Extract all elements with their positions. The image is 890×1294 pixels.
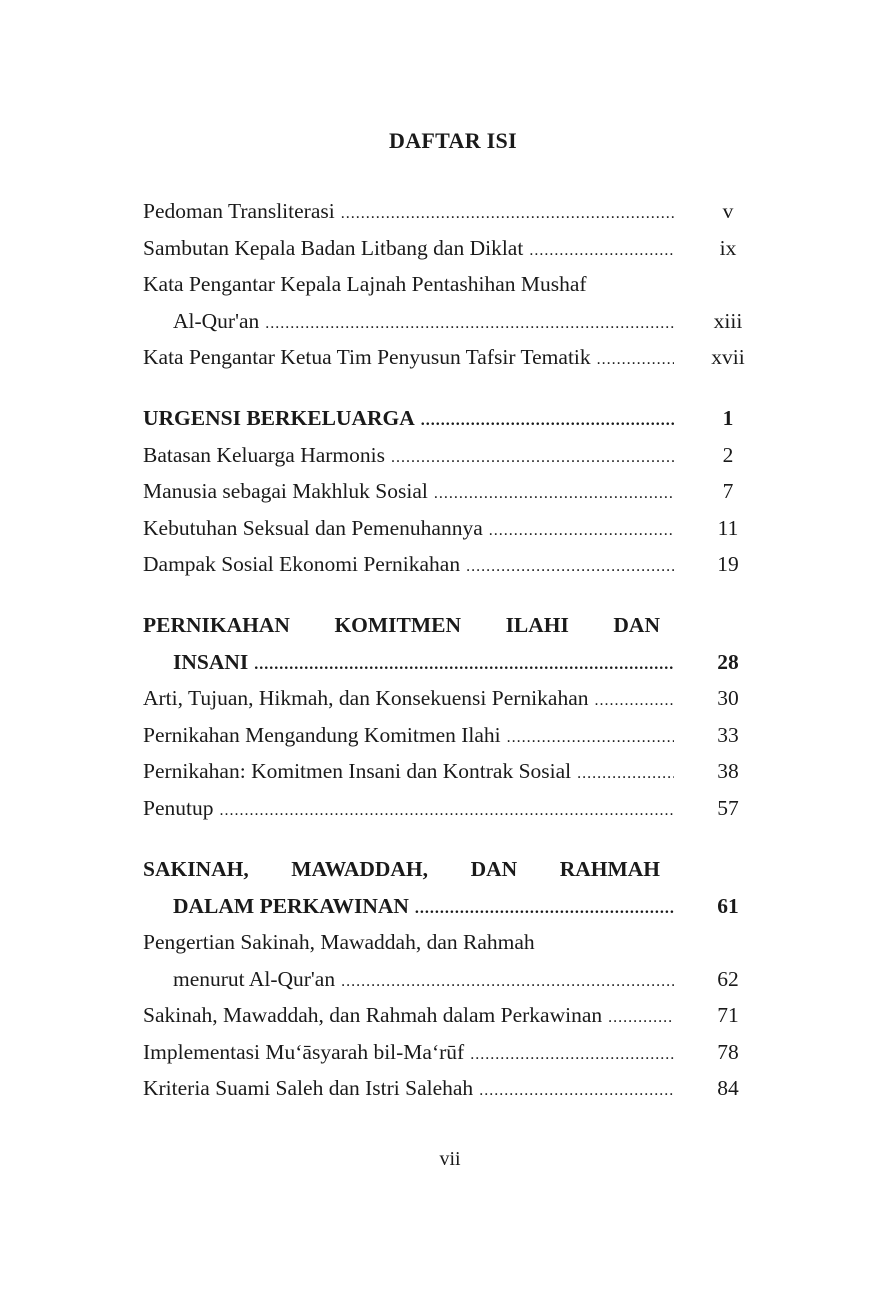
toc-entry-text: Pernikahan Mengandung Komitmen Ilahi [143,723,501,747]
chapter-heading-line2[interactable] [173,894,674,924]
dot-leader [507,729,674,747]
toc-entry-line2[interactable] [173,967,674,997]
toc-page-number: 78 [717,1040,739,1064]
page-title: DAFTAR ISI [389,128,517,153]
chapter-heading-line1[interactable] [143,857,660,887]
toc-entry[interactable] [143,552,674,582]
toc-entry-text: Pernikahan: Komitmen Insani dan Kontrak Sosial [143,759,572,783]
toc-page-number: 7 [722,479,734,503]
dot-leader [529,242,674,260]
toc-page-number: 62 [717,967,739,991]
chapter-title-word: MAWADDAH, [291,857,429,881]
toc-entry-text: menurut Al-Qur'an [173,967,336,991]
toc-entry[interactable] [143,686,674,716]
chapter-title-word: SAKINAH, [143,857,249,881]
dot-leader [265,315,674,333]
toc-page-number: 11 [717,516,739,540]
dot-leader [608,1009,674,1027]
dot-leader [219,802,674,820]
chapter-title-word: DAN [470,857,518,881]
dot-leader [341,973,674,991]
toc-entry[interactable] [143,443,674,473]
toc-entry-text: Arti, Tujuan, Hikmah, dan Konsekuensi Pernikahan [143,686,589,710]
toc-entry-text: Kriteria Suami Saleh dan Istri Salehah [143,1076,474,1100]
toc-entry[interactable] [143,723,674,753]
toc-entry-text: Implementasi Muʻāsyarah bil-Maʻrūf [143,1040,465,1064]
toc-entry-text: Kata Pengantar Kepala Lajnah Pentashihan Mushaf [143,272,587,296]
chapter-title-word: KOMITMEN [334,613,462,637]
dot-leader [434,485,674,503]
toc-page-number: 30 [717,686,739,710]
toc-entry-text: Dampak Sosial Ekonomi Pernikahan [143,552,461,576]
dot-leader [341,205,674,223]
toc-entry[interactable] [143,345,674,375]
toc-page-number: xvii [711,345,745,369]
toc-entry[interactable] [143,1040,674,1070]
toc-page-number: xiii [713,309,743,333]
toc-page-number: 19 [717,552,739,576]
chapter-heading-line2[interactable] [173,650,674,680]
toc-page-number: 84 [717,1076,739,1100]
toc-entry[interactable] [143,1076,674,1106]
toc-entry[interactable] [143,236,674,266]
toc-page-number: 38 [717,759,739,783]
toc-page-number: v [722,199,734,223]
toc-page-number: 71 [717,1003,739,1027]
dot-leader [489,522,674,540]
chapter-page-number: 61 [717,894,739,918]
toc-entry-text: Kata Pengantar Ketua Tim Penyusun Tafsir Tematik [143,345,591,369]
dot-leader [391,449,674,467]
toc-entry[interactable] [143,199,674,229]
toc-entry-text: Sakinah, Mawaddah, dan Rahmah dalam Perkawinan [143,1003,603,1027]
toc-entry[interactable] [143,759,674,789]
chapter-title-word: PERNIKAHAN [143,613,290,637]
toc-page-number: 57 [717,796,739,820]
toc-entry-text: Penutup [143,796,214,820]
toc-entry-line1[interactable] [143,930,674,960]
dot-leader [479,1082,674,1100]
toc-entry-text: Manusia sebagai Makhluk Sosial [143,479,428,503]
footer-page-number: vii [439,1148,461,1170]
toc-page-number: ix [719,236,737,260]
toc-entry-line2[interactable] [173,309,674,339]
toc-entry-text: Batasan Keluarga Harmonis [143,443,386,467]
dot-leader [470,1046,674,1064]
dot-leader [421,412,674,430]
dot-leader [415,900,674,918]
toc-entry-text: Sambutan Kepala Badan Litbang dan Diklat [143,236,524,260]
chapter-heading[interactable] [143,406,674,436]
dot-leader [577,765,674,783]
toc-entry-text: Al-Qur'an [173,309,260,333]
toc-entry-text: Kebutuhan Seksual dan Pemenuhannya [143,516,483,540]
toc-page-number: 33 [717,723,739,747]
toc-entry-text: Pengertian Sakinah, Mawaddah, dan Rahmah [143,930,535,954]
chapter-title: INSANI [173,650,249,674]
chapter-title-word: DAN [613,613,660,637]
chapter-page-number: 28 [717,650,739,674]
dot-leader [466,558,674,576]
chapter-page-number: 1 [722,406,734,430]
toc-entry[interactable] [143,796,674,826]
toc-entry-text: Pedoman Transliterasi [143,199,335,223]
dot-leader [597,351,674,369]
toc-page-number: 2 [722,443,734,467]
dot-leader [254,656,674,674]
dot-leader [595,692,675,710]
chapter-title-word: ILAHI [505,613,569,637]
toc-entry[interactable] [143,1003,674,1033]
chapter-title: DALAM PERKAWINAN [173,894,409,918]
toc-entry-line1[interactable] [143,272,674,302]
chapter-title-word: RAHMAH [559,857,661,881]
toc-entry[interactable] [143,479,674,509]
toc-entry[interactable] [143,516,674,546]
chapter-title: URGENSI BERKELUARGA [143,406,415,430]
chapter-heading-line1[interactable] [143,613,660,643]
